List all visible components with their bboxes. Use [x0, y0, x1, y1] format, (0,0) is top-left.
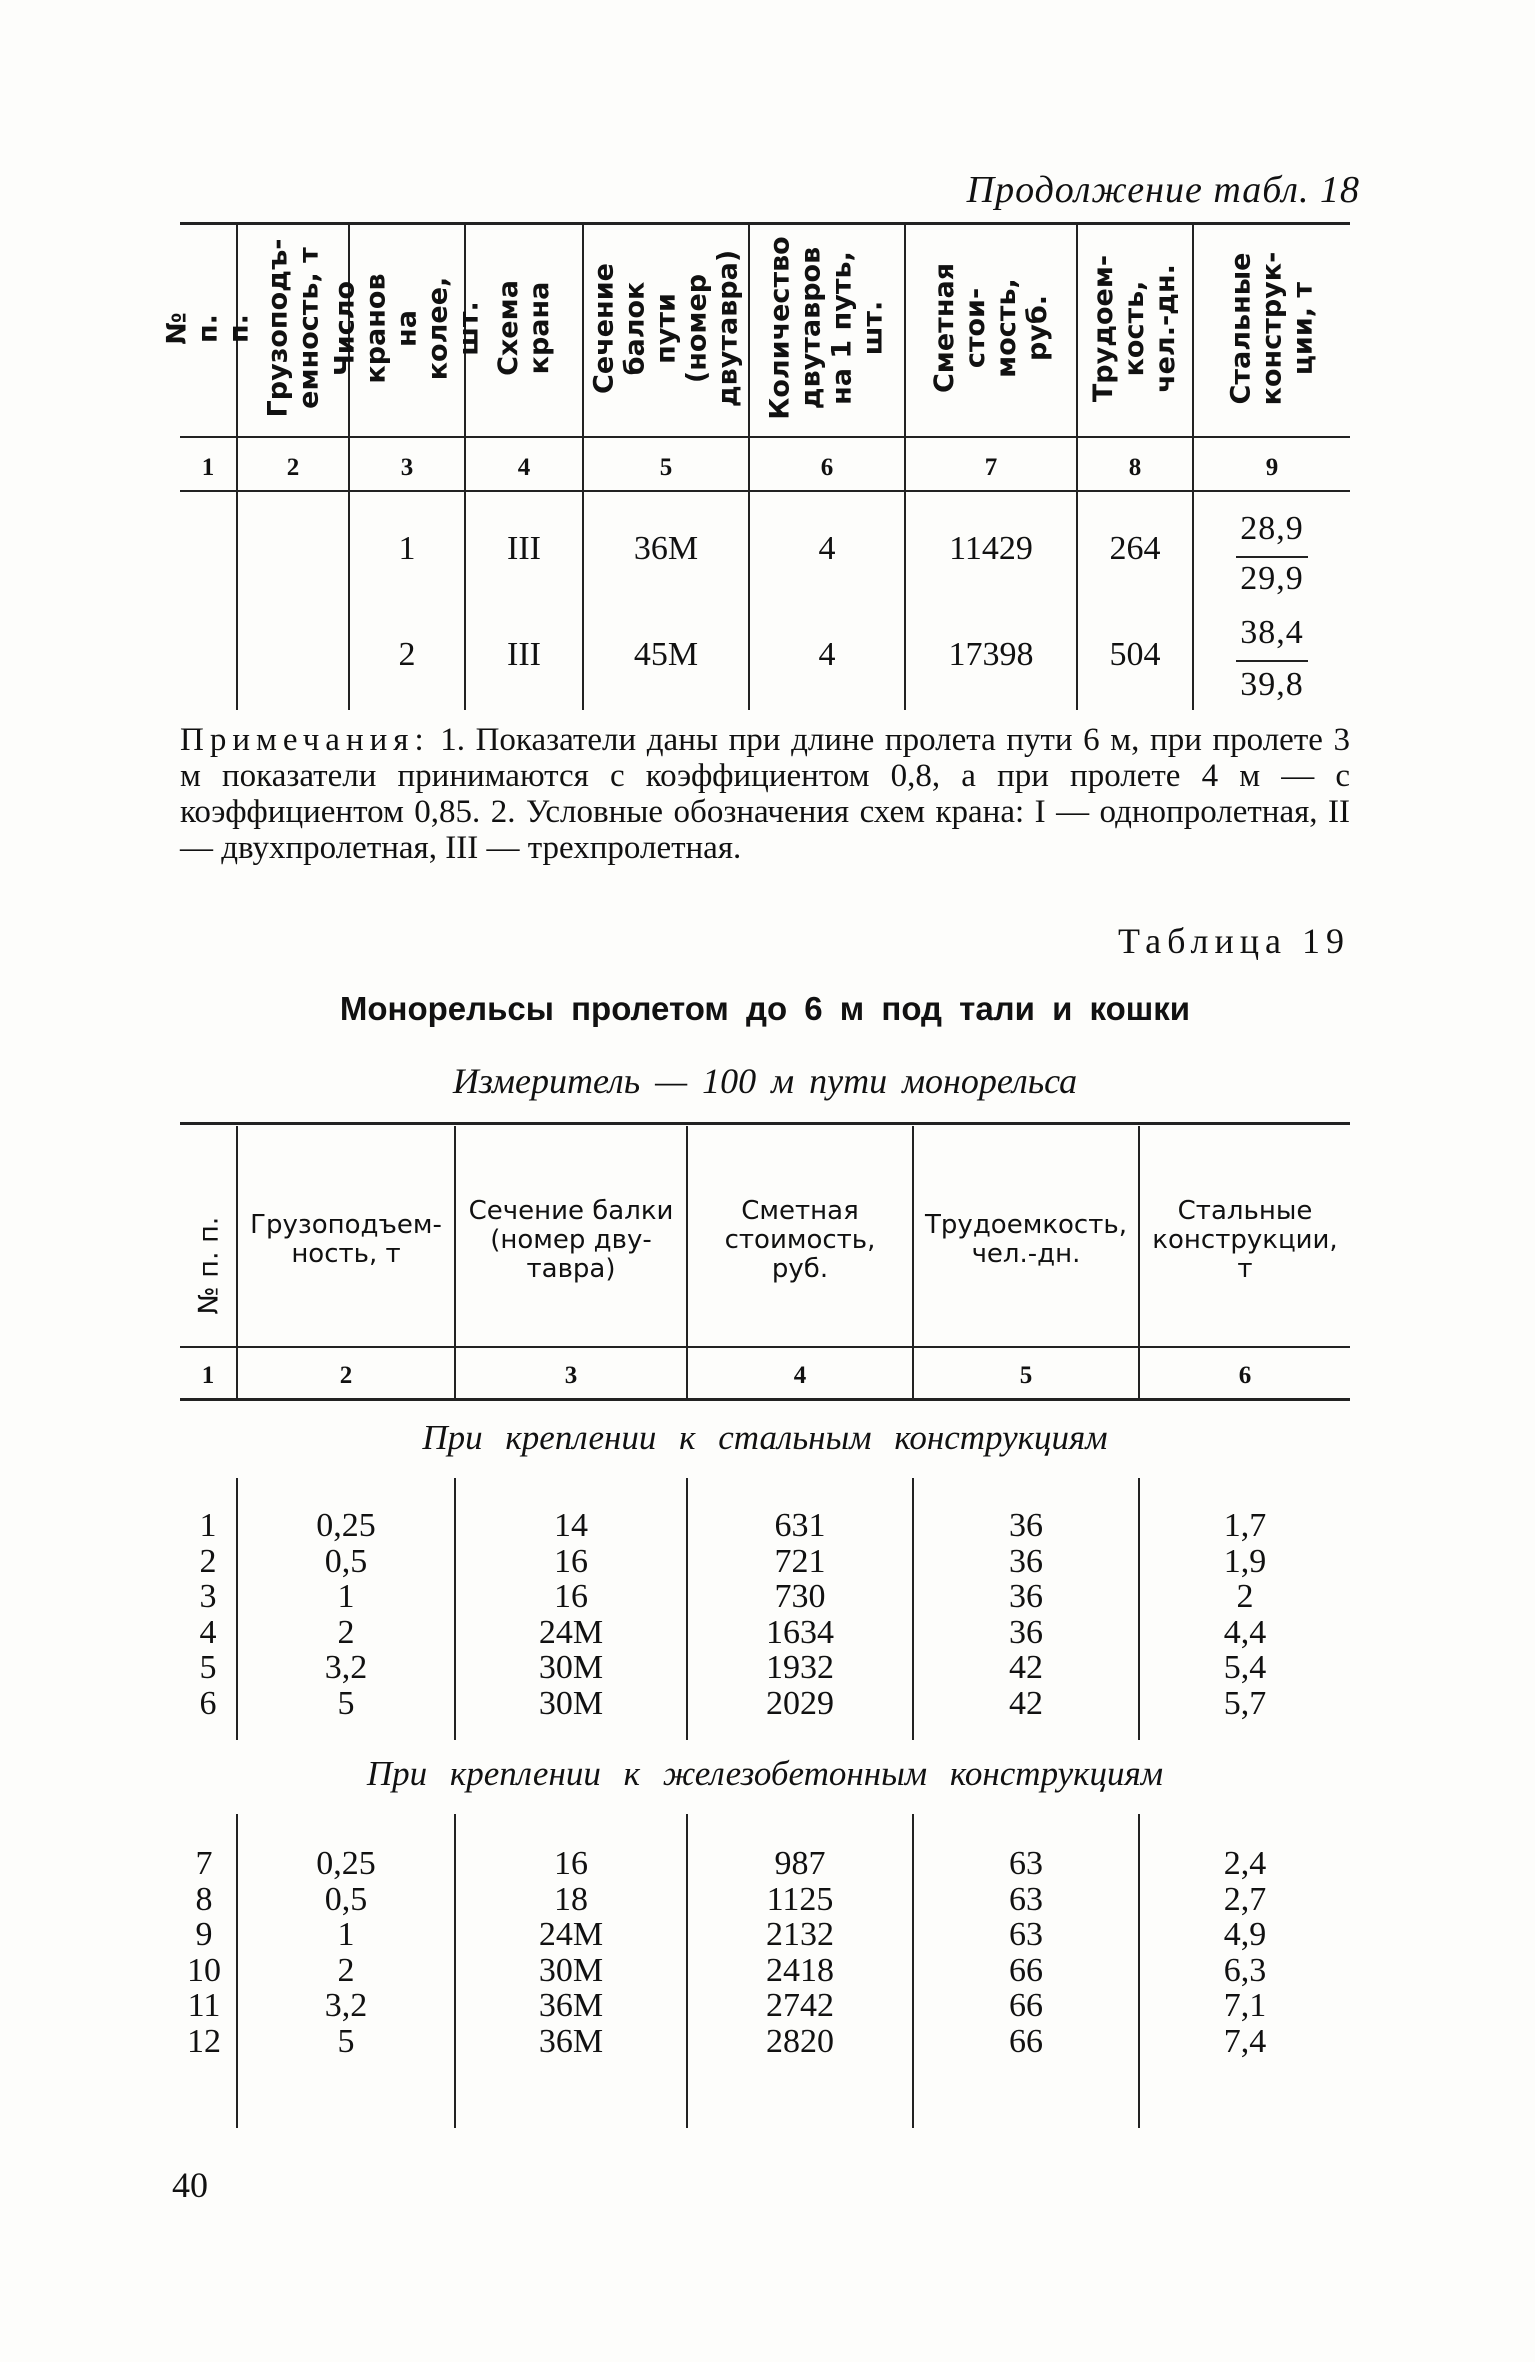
header-bottom-rule [180, 436, 1350, 438]
column-beam: 14 16 16 24М 30М 30М [538, 1507, 604, 1722]
notes-label: Примечания: [180, 722, 430, 758]
continuation-caption: Продолжение табл. 18 [966, 169, 1360, 211]
column-number: 5 [1019, 1362, 1033, 1389]
colnum-bottom-rule [180, 1398, 1350, 1401]
column-number: 5 [659, 454, 673, 481]
notes-text: 1. Показатели даны при длине пролета пути 6 м, при пролете 3 м показатели принимаются с коэффициентом 0,8, а при пролете 4 м — с коэффициентом 0,85. 2. Условные обозначения схем крана: I — однопролетная, II — двухпролетная, III — трехпролетная. [180, 722, 1350, 866]
column-number: 6 [820, 454, 834, 481]
table-notes [180, 722, 1350, 866]
table-title: Монорельсы пролетом до 6 м под тали и кошки [339, 990, 1191, 1027]
page-number: 40 [172, 2165, 208, 2205]
header-steel: Стальные конструк- ции, т [1225, 251, 1319, 405]
cell-labor: 504 [1109, 636, 1161, 673]
header-row-number: № п. п. [161, 311, 255, 345]
column-number: 2 [286, 454, 300, 481]
column-number: 8 [1128, 454, 1142, 481]
header-cost: Сметная стоимость, руб. [724, 1195, 876, 1284]
header-row-number: № п. п. [193, 1216, 225, 1314]
column-num: 1 2 3 4 5 6 [199, 1507, 217, 1722]
measure-unit: Измеритель — 100 м пути монорельса [452, 1061, 1078, 1101]
cell-section: 45М [633, 636, 699, 673]
column-number: 6 [1238, 1362, 1252, 1389]
cell-cranes: 1 [398, 530, 416, 567]
cell-cranes: 2 [398, 636, 416, 673]
header-beam: Сечение балки (номер дву- тавра) [468, 1195, 674, 1284]
cell-cost: 11429 [949, 530, 1033, 567]
colnum-bottom-rule [180, 490, 1350, 492]
cell-steel-top: 28,9 [1240, 510, 1304, 547]
header-labor: Трудоем- кость, чел.-дн. [1088, 254, 1182, 402]
cell-labor: 264 [1109, 530, 1161, 567]
column-number: 4 [793, 1362, 807, 1389]
column-steel: 2,4 2,7 4,9 6,3 7,1 7,4 [1223, 1845, 1267, 2060]
cell-section: 36М [633, 530, 699, 567]
column-steel: 1,7 1,9 2 4,4 5,4 5,7 [1223, 1507, 1267, 1722]
column-number: 2 [339, 1362, 353, 1389]
header-cost: Сметная стои- мость, руб. [929, 262, 1053, 394]
cell-steel-top: 38,4 [1240, 614, 1304, 651]
column-number: 4 [517, 454, 531, 481]
cell-steel-bottom: 29,9 [1240, 560, 1304, 597]
column-cost: 631 721 730 1634 1932 2029 [766, 1507, 834, 1722]
column-number: 1 [201, 454, 215, 481]
cell-scheme: III [507, 636, 541, 673]
header-capacity: Грузоподъ- емность, т [262, 238, 324, 418]
header-crane-scheme: Схема крана [493, 280, 555, 376]
section-title-concrete: При креплении к железобетонным конструкциям [366, 1754, 1164, 1793]
cell-count: 4 [818, 530, 836, 567]
column-number: 7 [984, 454, 998, 481]
column-labor: 36 36 36 36 42 42 [1009, 1507, 1043, 1722]
header-beam-count: Количество двутавров на 1 путь, шт. [765, 236, 890, 420]
column-number: 3 [400, 454, 414, 481]
column-number: 9 [1265, 454, 1279, 481]
header-capacity: Грузоподъем- ность, т [250, 1210, 442, 1269]
column-beam: 16 18 24М 30М 36М 36М [538, 1845, 604, 2060]
table-number: Таблица 19 [1118, 921, 1350, 961]
column-capacity: 0,25 0,5 1 2 3,2 5 [316, 1507, 376, 1722]
column-cost: 987 1125 2132 2418 2742 2820 [766, 1845, 834, 2060]
header-bottom-rule [180, 1346, 1350, 1348]
fraction-line [1236, 660, 1308, 662]
cell-cost: 17398 [948, 636, 1034, 673]
section-title-steel: При креплении к стальным конструкциям [422, 1418, 1108, 1457]
header-crane-count: Число кранов на колее, шт. [329, 272, 485, 384]
table-top-rule [180, 1122, 1350, 1125]
column-labor: 63 63 63 66 66 66 [1009, 1845, 1043, 2060]
table-top-rule [180, 222, 1350, 225]
fraction-line [1236, 556, 1308, 558]
header-steel: Стальные конструкции, т [1152, 1195, 1338, 1284]
column-capacity: 0,25 0,5 1 2 3,2 5 [316, 1845, 376, 2060]
header-beam-section: Сечение балок пути (номер двутавра) [588, 249, 744, 407]
column-number: 1 [201, 1362, 215, 1389]
cell-count: 4 [818, 636, 836, 673]
column-num: 7 8 9 10 11 12 [187, 1845, 221, 2060]
cell-scheme: III [507, 530, 541, 567]
header-labor: Трудоемкость, чел.-дн. [925, 1210, 1127, 1269]
cell-steel-bottom: 39,8 [1240, 666, 1304, 703]
column-number: 3 [564, 1362, 578, 1389]
